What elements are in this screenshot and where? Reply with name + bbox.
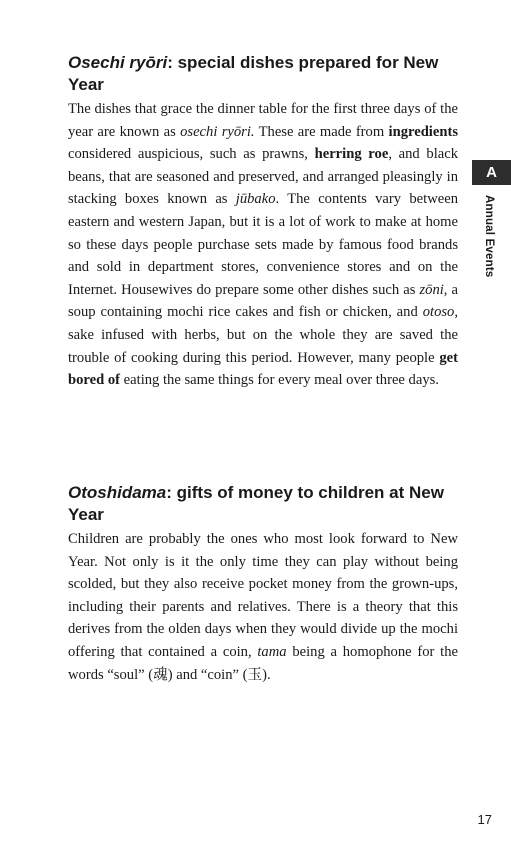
section-title: Osechi ryōri: special dishes prepared for New Year <box>68 53 439 94</box>
chapter-label: Annual Events <box>483 195 495 278</box>
page-number: 17 <box>477 812 492 827</box>
section-title: Otoshidama: gifts of money to children at New Year <box>68 483 444 524</box>
chapter-tab: A <box>472 160 511 185</box>
section-otoshidama <box>68 482 458 686</box>
section-body: Children are probably the ones who most look forward to New Year. Not only is it the only time they can play without being scolded, but they also receive pocket money from the grown-ups, including their parents and relatives. There is a theory that this derives from the olden days when they would divide up the mochi offering that contained a coin, tama being a homophone for the words “soul” (魂) and “coin” (玉). <box>68 531 458 683</box>
section-body: The dishes that grace the dinner table for the first three days of the year are known as osechi ryōri. These are made from ingredients considered auspicious, such as prawns, herring roe, and black beans, that are seasoned and preserved, and arranged pleasingly in stacking boxes known as jūbako. The contents vary between eastern and western Japan, but it is a lot of work to make at home so these days people purchase sets made by famous food brands and sold in department stores, convenience stores and on the Internet. Housewives do prepare some other dishes such as zōni, a soup containing mochi rice cakes and fish or chicken, and otoso, sake infused with herbs, but on the whole they are saved the trouble of cooking during this period. However, many people get bored of eating the same things for every meal over three days. <box>68 101 459 389</box>
section-osechi <box>68 52 458 392</box>
